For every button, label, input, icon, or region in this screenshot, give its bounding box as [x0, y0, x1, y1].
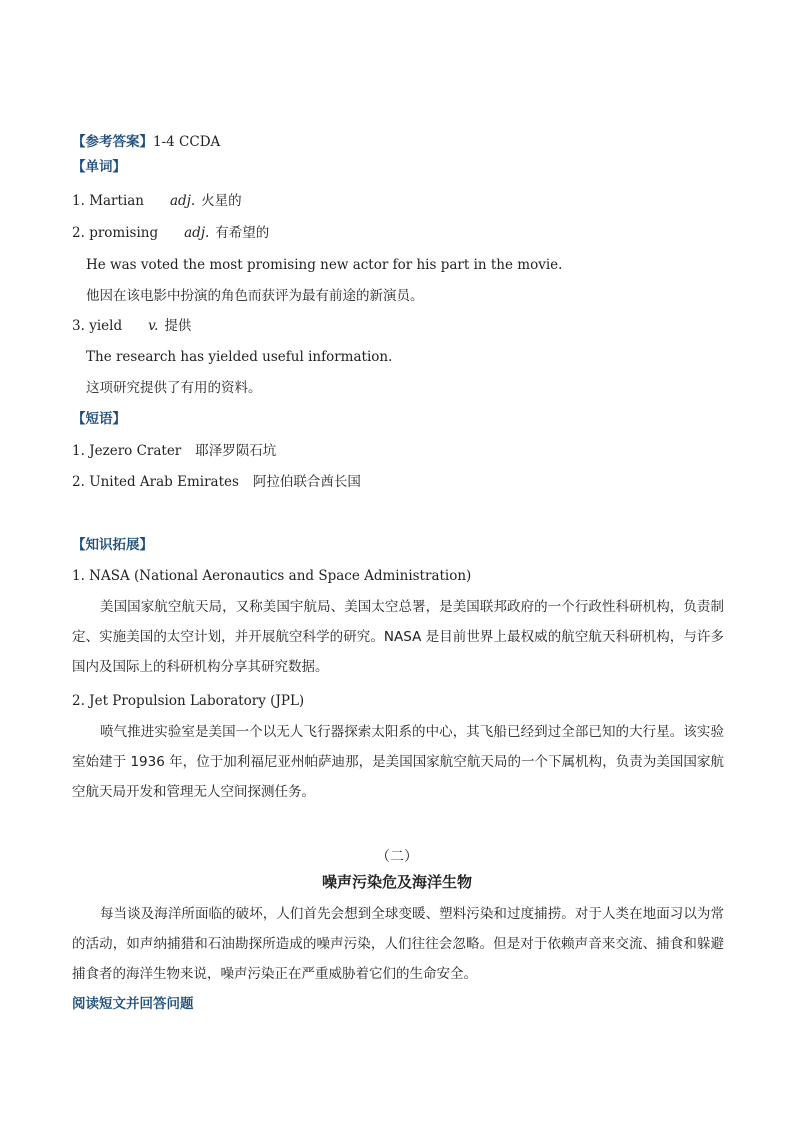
intro-paragraph: 每当谈及海洋所面临的破坏，人们首先会想到全球变暖、塑料污染和过度捕捞。对于人类在地面习以为常的活动，如声纳捕猎和石油勘探所造成的噪声污染，人们往往会忽略。但是对于依赖声音来交流、捕食和躲避捕食者的海洋生物来说，噪声污染正在严重威胁着它们的生命安全。: [72, 906, 724, 982]
words-heading: 【单词】: [72, 159, 126, 175]
section-number: （二）: [376, 849, 418, 865]
phrase-text: United Arab Emirates: [89, 474, 239, 490]
word-pos: adj.: [170, 193, 196, 209]
word-number: 1.: [72, 193, 85, 209]
knowledge-text-1: [72, 592, 724, 682]
word-item-2: [72, 223, 269, 243]
phrase-number: 1.: [72, 443, 85, 459]
word-text: Martian: [89, 193, 144, 209]
phrase-number: 2.: [72, 474, 85, 490]
section-title: 噪声污染危及海洋生物: [321, 873, 472, 891]
example-cn-3: 这项研究提供了有用的资料。: [86, 380, 262, 396]
word-number: 3.: [72, 318, 85, 334]
knowledge-text-2: [72, 717, 724, 807]
phrase-item-2: [72, 472, 361, 492]
phrases-heading: 【短语】: [72, 411, 126, 427]
phrase-meaning: 耶泽罗陨石坑: [195, 443, 277, 459]
knowledge-heading: 【知识拓展】: [72, 537, 153, 553]
word-meaning: 提供: [164, 318, 192, 334]
word-text: yield: [89, 318, 123, 334]
example-cn-2: 他因在该电影中扮演的角色而获评为最有前途的新演员。: [86, 288, 424, 304]
knowledge-paragraph: 美国国家航空航天局，又称美国宇航局、美国太空总署，是美国联邦政府的一个行政性科研机构，负责制定、实施美国的太空计划，并开展航空科学的研究。NASA 是目前世界上最权威的航空航天科研机构，与许多国内及国际上的科研机构分享其研究数据。: [72, 599, 724, 675]
knowledge-title-1: 1. NASA (National Aeronautics and Space Administration): [72, 568, 472, 584]
answer-line: [72, 132, 220, 152]
word-text: promising: [89, 225, 159, 241]
phrase-text: Jezero Crater: [89, 443, 182, 459]
section-intro: [72, 899, 724, 989]
phrase-item-1: [72, 441, 276, 461]
answer-value: 1-4 CCDA: [153, 134, 221, 150]
example-en-3: The research has yielded useful information.: [86, 349, 393, 365]
example-en-2: He was voted the most promising new actor for his part in the movie.: [86, 257, 563, 273]
word-meaning: 有希望的: [215, 225, 270, 241]
word-meaning: 火星的: [201, 193, 242, 209]
answer-label: 【参考答案】: [72, 134, 153, 150]
word-number: 2.: [72, 225, 85, 241]
knowledge-title-2: 2. Jet Propulsion Laboratory (JPL): [72, 693, 305, 709]
word-item-3: [72, 316, 191, 336]
reading-task: 阅读短文并回答问题: [72, 996, 194, 1012]
knowledge-paragraph: 喷气推进实验室是美国一个以无人飞行器探索太阳系的中心，其飞船已经到过全部已知的大行星。该实验室始建于 1936 年，位于加利福尼亚州帕萨迪那，是美国国家航空航天局的一个下属机构，负责为美国国家航空航天局开发和管理无人空间探测任务。: [72, 724, 724, 800]
word-item-1: [72, 191, 242, 211]
word-pos: adj.: [184, 225, 210, 241]
phrase-meaning: 阿拉伯联合酋长国: [252, 474, 361, 490]
word-pos: v.: [148, 318, 159, 334]
